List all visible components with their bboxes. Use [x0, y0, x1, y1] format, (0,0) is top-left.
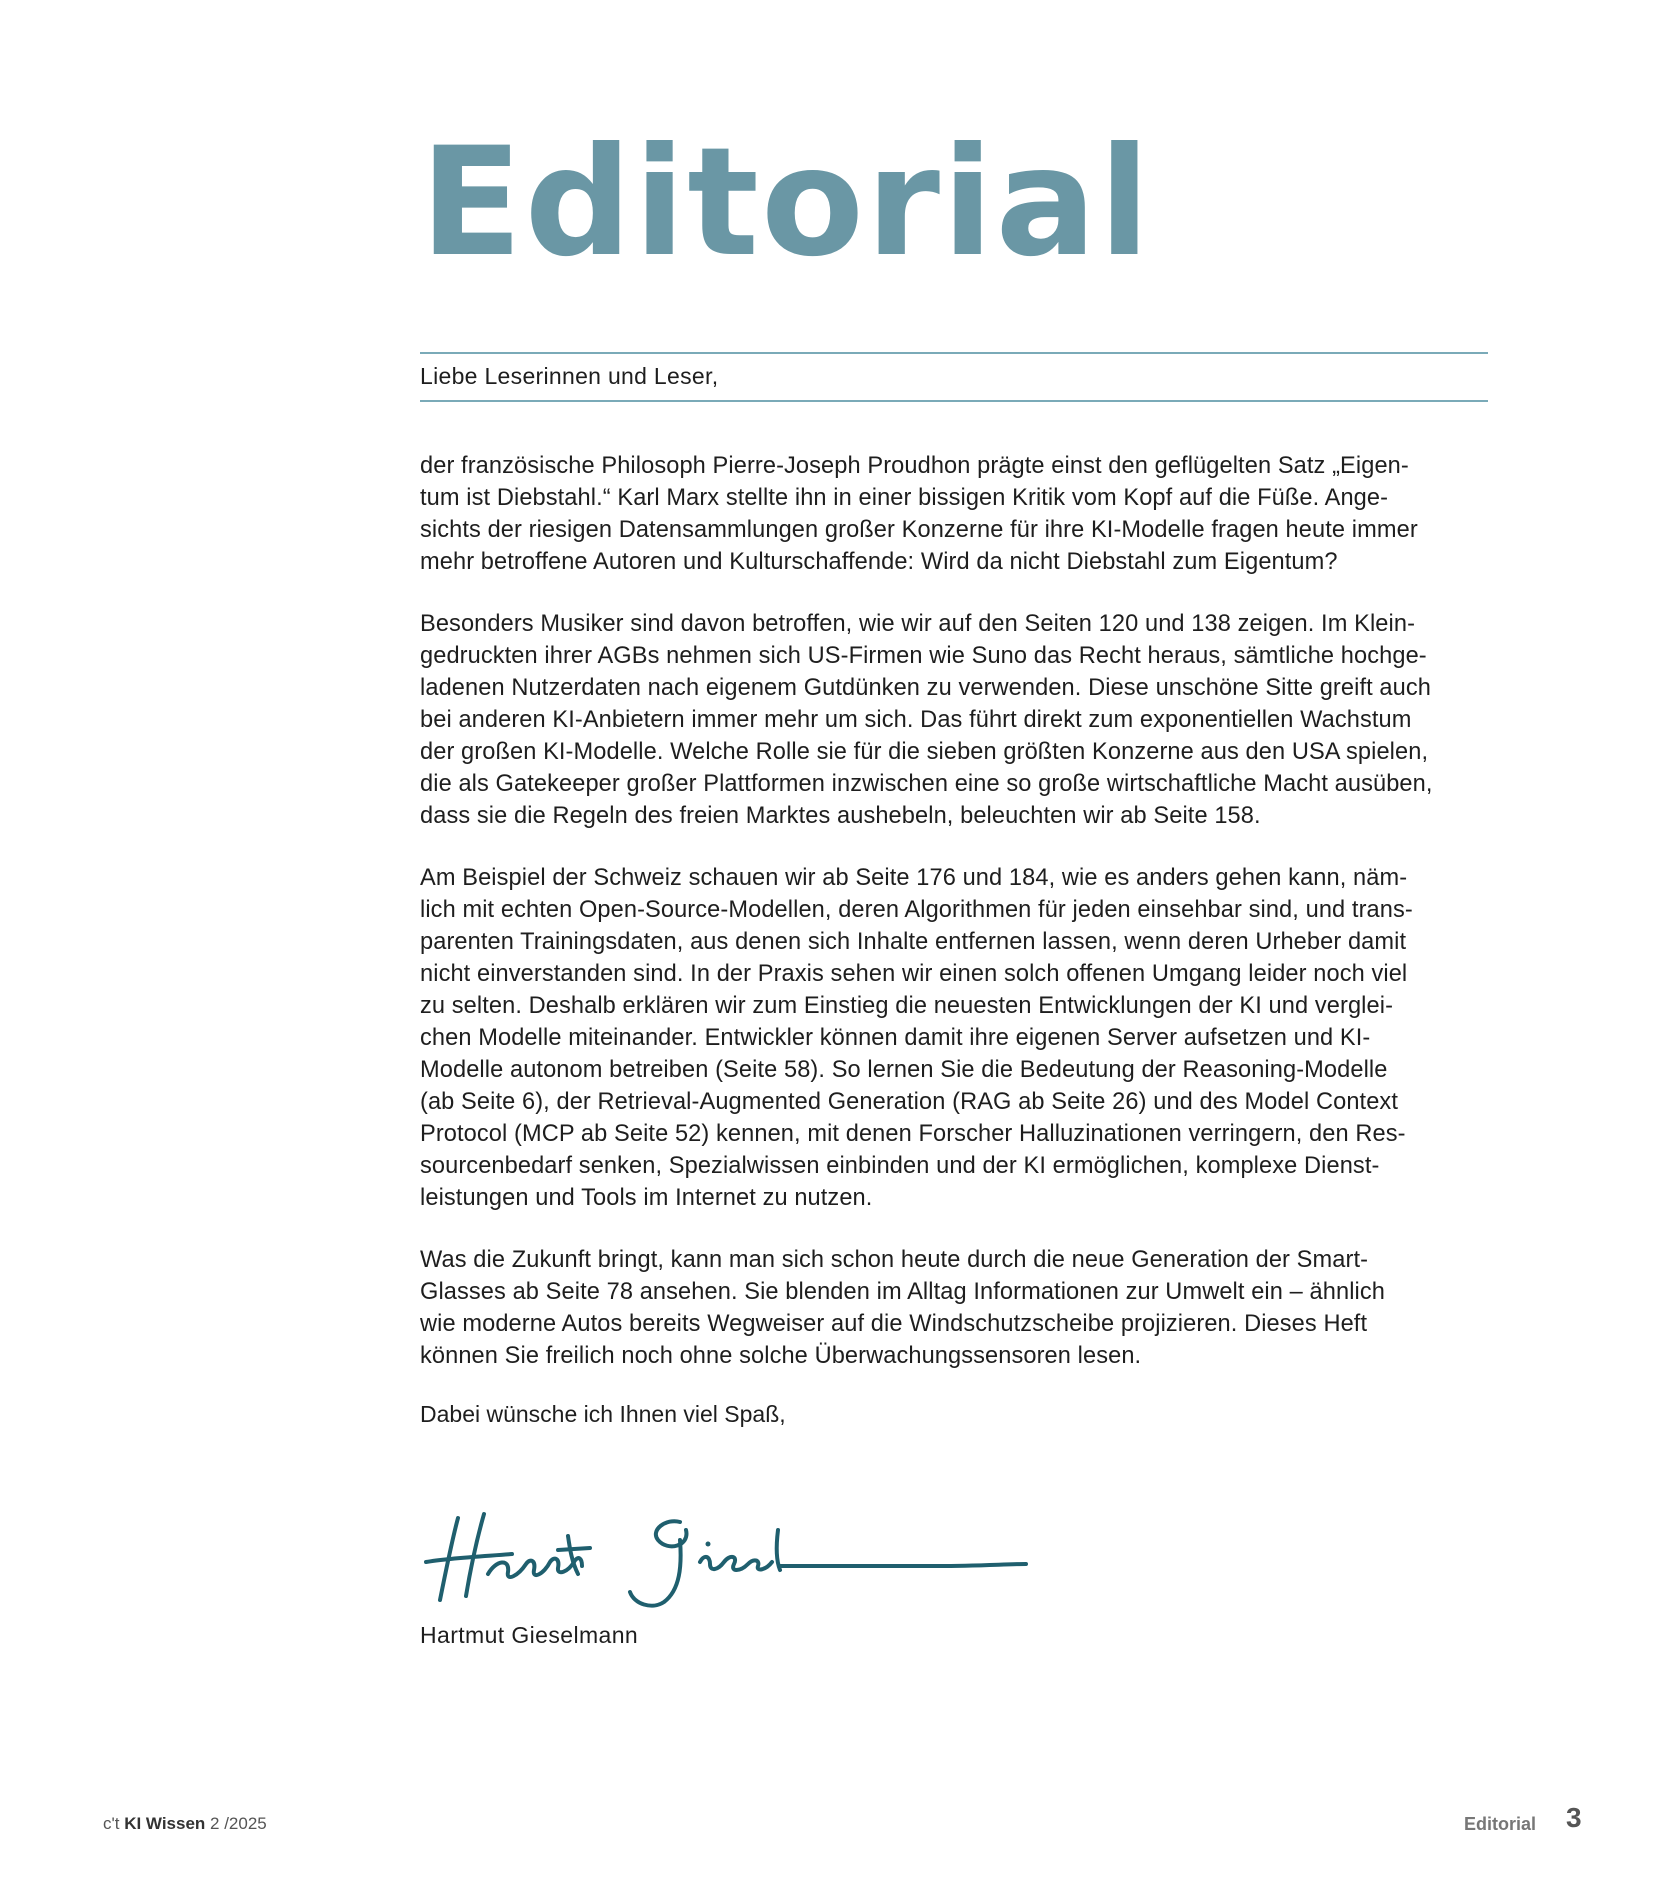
footer-publication — [103, 1813, 267, 1835]
page-title: Editorial — [420, 116, 1153, 290]
author-name: Hartmut Gieselmann — [420, 1622, 639, 1648]
footer-section-label: Editorial — [1464, 1814, 1537, 1834]
paragraph-1: der französische Philosoph Pierre-Joseph Proudhon prägte einst den geflügelten Satz „Eigen- tum ist Diebstahl.“ Karl Marx stellte ihn in einer bissigen Kritik vom Kopf auf die Füße. Ange- sichts der riesigen Datensammlungen großer Konzerne für ihre KI-Modelle fragen heute immer mehr betroffene Autoren und Kulturschaffende: Wird da nicht Diebstahl zum Eigentum? — [420, 453, 1418, 575]
paragraph-2: Besonders Musiker sind davon betroffen, wie wir auf den Seiten 120 und 138 zeigen. Im Klein- gedruckten ihrer AGBs nehmen sich US-Firmen wie Suno das Recht heraus, sämtliche hochge- ladenen Nutzerdaten nach eigenem Gutdünken zu verwenden. Diese unschöne Sitte greift auch bei anderen KI-Anbietern immer mehr um sich. Das führt direkt zum exponentiellen Wachstum der großen KI-Modelle. Welche Rolle sie für die sieben größten Konzerne aus den USA spielen, die als Gatekeeper großer Plattformen inzwischen eine so große wirtschaftliche Macht ausüben, dass sie die Regeln des freien Marktes aushebeln, beleuchten wir ab Seite 158. — [420, 611, 1433, 829]
footer-brand-name: KI Wissen — [124, 1814, 206, 1833]
footer-page-number: 3 — [1566, 1802, 1582, 1833]
closing-line: Dabei wünsche ich Ihnen viel Spaß, — [420, 1401, 786, 1427]
article-body — [420, 450, 1482, 1402]
paragraph-4: Was die Zukunft bringt, kann man sich schon heute durch die neue Generation der Smart- Glasses ab Seite 78 ansehen. Sie blenden im Alltag Informationen zur Umwelt ein – ähnlich wie moderne Autos bereits Wegweiser auf die Windschutzscheibe projizieren. Dieses Heft können Sie freilich noch ohne solche Überwachungssensoren lesen. — [420, 1247, 1385, 1369]
handwritten-signature — [418, 1500, 1030, 1610]
footer-brand-prefix: c't — [103, 1814, 120, 1833]
paragraph-3: Am Beispiel der Schweiz schauen wir ab Seite 176 und 184, wie es anders gehen kann, näm- lich mit echten Open-Source-Modellen, deren Algorithmen für jeden einsehbar sind, und trans- parenten Trainingsdaten, aus denen sich Inhalte entfernen lassen, wenn deren Urheber damit nicht einverstanden sind. In der Praxis sehen wir einen solch offenen Umgang leider noch viel zu selten. Deshalb erklären wir zum Einstieg die neuesten Entwicklungen der KI und verglei- chen Modelle miteinander. Entwickler können damit ihre eigenen Server aufsetzen und KI- Modelle autonom betreiben (Seite 58). So lernen Sie die Bedeutung der Reasoning-Modelle (ab Seite 6), der Retrieval-Augmented Generation (RAG ab Seite 26) und des Model Context Protocol (MCP ab Seite 52) kennen, mit denen Forscher Halluzinationen verringern, den Res- sourcenbedarf senken, Spezialwissen einbinden und der KI ermöglichen, komplexe Dienst- leistungen und Tools im Internet zu nutzen. — [420, 865, 1413, 1211]
footer-issue: 2 /2025 — [210, 1814, 267, 1833]
salutation-bottom-rule — [420, 400, 1488, 402]
salutation-top-rule — [420, 352, 1488, 354]
salutation: Liebe Leserinnen und Leser, — [420, 363, 719, 389]
